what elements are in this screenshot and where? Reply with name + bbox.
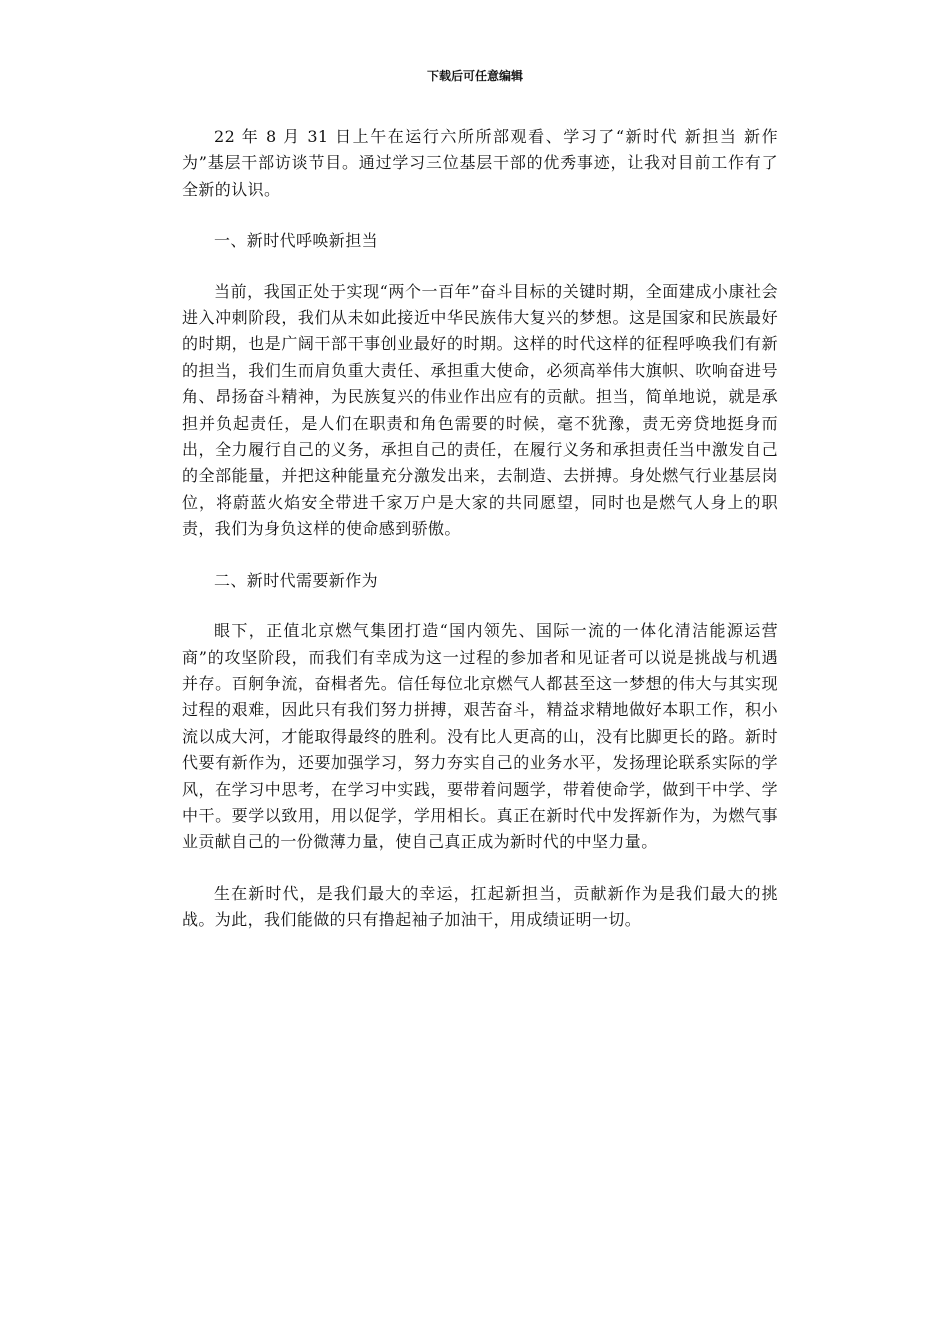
section-heading-1: 一、新时代呼唤新担当 <box>214 231 379 251</box>
closing-paragraph: 生在新时代，是我们最大的幸运，扛起新担当，贡献新作为是我们最大的挑战。为此，我们能做的只有撸起袖子加油干，用成绩证明一切。 <box>182 883 778 930</box>
section-1-paragraph: 当前，我国正处于实现“两个一百年”奋斗目标的关键时期，全面建成小康社会进入冲刺阶段，我们从未如此接近中华民族伟大复兴的梦想。这是国家和民族最好的时期，也是广阔干部干事创业最好的时期。这样的时代这样的征程呼唤我们有新的担当，我们生而肩负重大责任、承担重大使命，必须高举伟大旗帜、吹响奋进号角、昂扬奋斗精神，为民族复兴的伟业作出应有的贡献。担当，简单地说，就是承担并负起责任，是人们在职责和角色需要的时候，毫不犹豫，责无旁贷地挺身而出，全力履行自己的义务，承担自己的责任，在履行义务和承担责任当中激发自己的全部能量，并把这种能量充分激发出来，去制造、去拼搏。身处燃气行业基层岗位，将蔚蓝火焰安全带进千家万户是大家的共同愿望，同时也是燃气人身上的职责，我们为身负这样的使命感到骄傲。 <box>182 281 778 539</box>
section-heading-2: 二、新时代需要新作为 <box>214 570 379 590</box>
document-body <box>182 124 778 959</box>
section-2-paragraph: 眼下，正值北京燃气集团打造“国内领先、国际一流的一体化清洁能源运营商”的攻坚阶段，而我们有幸成为这一过程的参加者和见证者可以说是挑战与机遇并存。百舸争流，奋楫者先。信任每位北京燃气人都甚至这一梦想的伟大与其实现过程的艰难，因此只有我们努力拼搏，艰苦奋斗，精益求精地做好本职工作，积小流以成大河，才能取得最终的胜利。没有比人更高的山，没有比脚更长的路。新时代要有新作为，还要加强学习，努力夯实自己的业务水平，发扬理论联系实际的学风，在学习中思考，在学习中实践，要带着问题学，带着使命学，做到干中学、学中干。要学以致用，用以促学，学用相长。真正在新时代中发挥新作为，为燃气事业贡献自己的一份微薄力量，使自己真正成为新时代的中坚力量。 <box>182 621 778 852</box>
page-header: 下载后可任意编辑 <box>426 69 523 83</box>
intro-paragraph: 22 年 8 月 31 日上午在运行六所所部观看、学习了“新时代 新担当 新作为”基层干部访谈节目。通过学习三位基层干部的优秀事迹，让我对目前工作有了全新的认识。 <box>182 127 778 199</box>
